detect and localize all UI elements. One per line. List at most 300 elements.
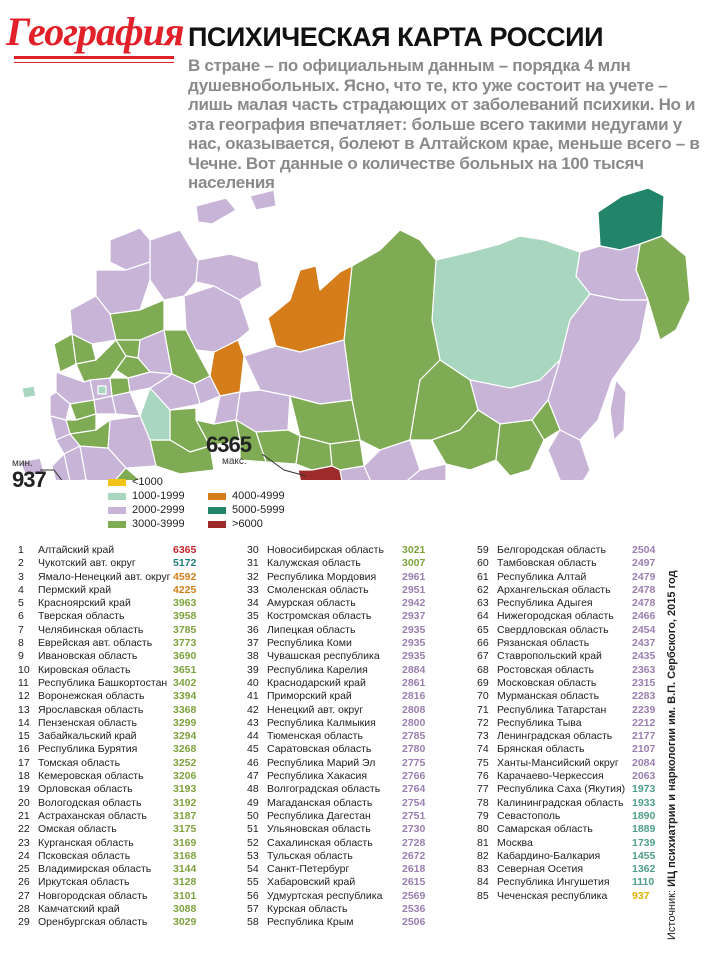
patients-value: 3963 <box>173 597 197 610</box>
patients-value: 4225 <box>173 583 197 596</box>
region-name: Республика Марий Эл <box>267 756 376 769</box>
legend-label: <1000 <box>132 476 163 488</box>
region-name: Волгоградская область <box>267 783 381 796</box>
table-row <box>18 850 218 863</box>
table-row <box>477 890 677 903</box>
rank-number: 33 <box>247 583 259 596</box>
rank-number: 13 <box>18 703 30 716</box>
region-name: Астраханская область <box>38 809 147 822</box>
table-row <box>18 584 218 597</box>
table-row <box>18 544 218 557</box>
patients-value: 2808 <box>402 703 426 716</box>
logo: География <box>6 9 184 54</box>
rank-number: 70 <box>477 690 489 703</box>
table-row <box>247 624 447 637</box>
rank-number: 26 <box>18 876 30 889</box>
region-name: Орловская область <box>38 783 133 796</box>
patients-value: 2363 <box>632 663 656 676</box>
table-row <box>247 610 447 623</box>
rank-number: 4 <box>18 583 24 596</box>
table-row <box>477 664 677 677</box>
rank-number: 75 <box>477 756 489 769</box>
table-row <box>247 690 447 703</box>
region-name: Свердловская область <box>497 623 609 636</box>
rank-number: 8 <box>18 637 24 650</box>
table-row <box>18 783 218 796</box>
rank-number: 37 <box>247 637 259 650</box>
table-row <box>18 876 218 889</box>
table-row <box>477 823 677 836</box>
table-row <box>247 876 447 889</box>
region-name: Томская область <box>38 756 121 769</box>
legend-label: 3000-3999 <box>132 518 185 530</box>
region-name: Костромская область <box>267 610 372 623</box>
rank-number: 56 <box>247 889 259 902</box>
rank-number: 49 <box>247 796 259 809</box>
patients-value: 937 <box>632 889 650 902</box>
rank-number: 59 <box>477 544 489 556</box>
legend-item <box>108 518 185 530</box>
rank-number: 3 <box>18 570 24 583</box>
patients-value: 2497 <box>632 557 656 570</box>
patients-value: 4592 <box>173 570 197 583</box>
rank-number: 73 <box>477 730 489 743</box>
legend-item <box>108 504 185 516</box>
table-row <box>477 650 677 663</box>
rank-number: 52 <box>247 836 259 849</box>
min-label: мин. <box>12 458 33 469</box>
patients-value: 3088 <box>173 903 197 916</box>
region-yamal <box>268 266 352 352</box>
rank-number: 28 <box>18 903 30 916</box>
table-row <box>247 704 447 717</box>
patients-value: 2935 <box>402 650 426 663</box>
patients-value: 2618 <box>402 863 426 876</box>
region-name: Республика Алтай <box>497 570 587 583</box>
region-name: Республика Саха (Якутия) <box>497 783 626 796</box>
source-note <box>666 570 678 940</box>
table-row <box>18 890 218 903</box>
rank-number: 54 <box>247 863 259 876</box>
legend-swatch <box>108 521 126 528</box>
region-name: Еврейская авт. область <box>38 637 153 650</box>
rank-number: 10 <box>18 663 30 676</box>
patients-value: 3268 <box>173 743 197 756</box>
table-row <box>247 664 447 677</box>
region-pskov <box>54 334 76 372</box>
rank-number: 41 <box>247 690 259 703</box>
rank-number: 19 <box>18 783 30 796</box>
legend-label: >6000 <box>232 518 263 530</box>
patients-value: 2951 <box>402 583 426 596</box>
patients-value: 1362 <box>632 863 656 876</box>
region-name: Республика Мордовия <box>267 570 377 583</box>
table-row <box>477 797 677 810</box>
rank-number: 71 <box>477 703 489 716</box>
region-name: Чукотский авт. округ <box>38 557 136 570</box>
table-row <box>18 624 218 637</box>
region-name: Тамбовская область <box>497 557 597 570</box>
table-row <box>18 823 218 836</box>
region-name: Смоленская область <box>267 583 369 596</box>
table-row <box>247 810 447 823</box>
rank-number: 45 <box>247 743 259 756</box>
patients-value: 2212 <box>632 716 656 729</box>
legend-label: 4000-4999 <box>232 490 285 502</box>
patients-value: 3021 <box>402 544 426 556</box>
table-row <box>477 690 677 703</box>
region-arkhangelsk <box>150 230 198 300</box>
patients-value: 2861 <box>402 676 426 689</box>
region-name: Чувашская республика <box>267 650 380 663</box>
patients-value: 6365 <box>173 544 197 556</box>
rank-number: 46 <box>247 756 259 769</box>
region-name: Кабардино-Балкария <box>497 849 601 862</box>
rank-number: 44 <box>247 730 259 743</box>
patients-value: 2672 <box>402 849 426 862</box>
region-name: Брянская область <box>497 743 585 756</box>
legend-swatch <box>208 521 226 528</box>
rank-number: 9 <box>18 650 24 663</box>
rank-number: 5 <box>18 597 24 610</box>
rank-number: 7 <box>18 623 24 636</box>
table-row <box>247 544 447 557</box>
ranking-col-3 <box>477 544 677 903</box>
patients-value: 3958 <box>173 610 197 623</box>
patients-value: 2107 <box>632 743 656 756</box>
region-name: Краснодарский край <box>267 676 366 689</box>
patients-value: 1739 <box>632 836 656 849</box>
patients-value: 2615 <box>402 876 426 889</box>
region-name: Забайкальский край <box>38 730 137 743</box>
rank-number: 34 <box>247 597 259 610</box>
region-name: Псковская область <box>38 849 131 862</box>
patients-value: 2084 <box>632 756 656 769</box>
table-row <box>477 571 677 584</box>
table-row <box>18 677 218 690</box>
patients-value: 3402 <box>173 676 197 689</box>
region-name: Республика Адыгея <box>497 597 593 610</box>
region-name: Удмуртская республика <box>267 889 383 902</box>
lead-paragraph: В стране – по официальным данным – порядка 4 млн душевнобольных. Ясно, что те, кто уже состоит на учете – лишь малая часть страдающих от заболеваний психики. Но и эта география впечатляет: больше всего такими недугами у нас, оказывается, болеют в Алтайском крае, меньше всего – в Чечне. Вот данные о количестве больных на 100 тысяч населения <box>188 56 700 192</box>
region-name: Республика Дагестан <box>267 809 371 822</box>
rank-number: 16 <box>18 743 30 756</box>
rank-number: 47 <box>247 770 259 783</box>
legend-item <box>108 490 185 502</box>
patients-value: 2816 <box>402 690 426 703</box>
region-ryazan <box>112 392 140 416</box>
min-callout <box>12 458 46 491</box>
patients-value: 1110 <box>632 876 655 889</box>
rank-number: 12 <box>18 690 30 703</box>
region-name: Республика Хакасия <box>267 770 368 783</box>
table-row <box>18 704 218 717</box>
region-name: Московская область <box>497 676 597 689</box>
rank-number: 77 <box>477 783 489 796</box>
logo-rule-thin <box>14 62 174 63</box>
table-row <box>477 770 677 783</box>
table-row <box>18 903 218 916</box>
region-name: Республика Ингушетия <box>497 876 610 889</box>
rank-number: 40 <box>247 676 259 689</box>
rank-number: 11 <box>18 676 29 689</box>
patients-value: 3007 <box>402 557 426 570</box>
table-row <box>18 571 218 584</box>
table-row <box>247 597 447 610</box>
patients-value: 2764 <box>402 783 426 796</box>
region-name: Алтайский край <box>38 544 115 556</box>
table-row <box>247 650 447 663</box>
patients-value: 1973 <box>632 783 656 796</box>
table-row <box>477 717 677 730</box>
region-sakhalin <box>610 380 626 440</box>
table-row <box>18 650 218 663</box>
patients-value: 2466 <box>632 610 656 623</box>
rank-number: 2 <box>18 557 24 570</box>
patients-value: 3168 <box>173 849 197 862</box>
patients-value: 2239 <box>632 703 656 716</box>
region-name: Омская область <box>38 823 117 836</box>
patients-value: 2780 <box>402 743 426 756</box>
patients-value: 2435 <box>632 650 656 663</box>
region-name: Кемеровская область <box>38 770 144 783</box>
region-name: Челябинская область <box>38 623 144 636</box>
region-altai-krai <box>298 466 344 480</box>
table-row <box>247 823 447 836</box>
region-name: Ставропольский край <box>497 650 602 663</box>
region-name: Республика Тыва <box>497 716 582 729</box>
table-row <box>477 610 677 623</box>
table-row <box>18 770 218 783</box>
legend-swatch <box>108 479 126 486</box>
table-row <box>247 637 447 650</box>
table-row <box>247 916 447 929</box>
patients-value: 3368 <box>173 703 197 716</box>
rank-number: 29 <box>18 916 30 929</box>
table-row <box>247 837 447 850</box>
region-name: Республика Башкортостан <box>38 676 168 689</box>
region-name: Санкт-Петербург <box>267 863 350 876</box>
region-moscow-city <box>98 386 106 394</box>
region-name: Республика Калмыкия <box>267 716 376 729</box>
table-row <box>18 597 218 610</box>
patients-value: 2935 <box>402 637 426 650</box>
patients-value: 5172 <box>173 557 197 570</box>
rank-number: 63 <box>477 597 489 610</box>
table-row <box>247 557 447 570</box>
region-name: Ханты-Мансийский округ <box>497 756 619 769</box>
region-name: Мурманская область <box>497 690 600 703</box>
region-name: Саратовская область <box>267 743 372 756</box>
rank-number: 80 <box>477 823 489 836</box>
patients-value: 2504 <box>632 544 656 556</box>
table-row <box>18 916 218 929</box>
region-name: Республика Карелия <box>267 663 368 676</box>
rank-number: 30 <box>247 544 259 556</box>
rank-number: 35 <box>247 610 259 623</box>
patients-value: 2730 <box>402 823 426 836</box>
patients-value: 1933 <box>632 796 656 809</box>
table-row <box>247 757 447 770</box>
region-name: Красноярский край <box>38 597 131 610</box>
min-value: 937 <box>12 467 46 492</box>
rank-number: 14 <box>18 716 30 729</box>
table-row <box>247 797 447 810</box>
region-name: Кировская область <box>38 663 131 676</box>
region-kemerovo <box>330 440 364 470</box>
patients-value: 2479 <box>632 570 656 583</box>
table-row <box>247 863 447 876</box>
region-name: Владимирская область <box>38 863 152 876</box>
table-row <box>18 757 218 770</box>
table-row <box>477 783 677 796</box>
patients-value: 2454 <box>632 623 656 636</box>
logo-rule <box>14 56 174 59</box>
table-row <box>247 850 447 863</box>
rank-number: 68 <box>477 663 489 676</box>
patients-value: 3101 <box>173 889 197 902</box>
region-name: Республика Бурятия <box>38 743 138 756</box>
region-name: Иркутская область <box>38 876 130 889</box>
patients-value: 2961 <box>402 570 426 583</box>
patients-value: 3299 <box>173 716 197 729</box>
patients-value: 2728 <box>402 836 426 849</box>
rank-number: 58 <box>247 916 259 929</box>
region-name: Республика Коми <box>267 637 352 650</box>
patients-value: 2766 <box>402 770 426 783</box>
region-name: Республика Крым <box>267 916 354 929</box>
region-name: Амурская область <box>267 597 356 610</box>
table-row <box>247 730 447 743</box>
patients-value: 2937 <box>402 610 426 623</box>
table-row <box>477 837 677 850</box>
region-name: Курганская область <box>38 836 134 849</box>
region-name: Сахалинская область <box>267 836 373 849</box>
patients-value: 3192 <box>173 796 197 809</box>
patients-value: 2775 <box>402 756 426 769</box>
region-name: Хабаровский край <box>267 876 356 889</box>
patients-value: 2800 <box>402 716 426 729</box>
rank-number: 48 <box>247 783 259 796</box>
patients-value: 2437 <box>632 637 656 650</box>
rank-number: 55 <box>247 876 259 889</box>
region-name: Чеченская республика <box>497 889 608 902</box>
region-kamchatka <box>636 236 690 340</box>
rank-number: 76 <box>477 770 489 783</box>
patients-value: 3394 <box>173 690 197 703</box>
table-row <box>247 783 447 796</box>
max-callout <box>206 434 251 467</box>
table-row <box>18 717 218 730</box>
rank-number: 83 <box>477 863 489 876</box>
table-row <box>18 837 218 850</box>
rank-number: 36 <box>247 623 259 636</box>
rank-number: 31 <box>247 557 259 570</box>
rank-number: 17 <box>18 756 30 769</box>
patients-value: 3175 <box>173 823 197 836</box>
patients-value: 3128 <box>173 876 197 889</box>
region-zabaikal <box>496 420 544 476</box>
max-label: макс. <box>222 456 247 467</box>
region-name: Тюменская область <box>267 730 363 743</box>
rank-number: 66 <box>477 637 489 650</box>
table-row <box>247 717 447 730</box>
table-row <box>477 597 677 610</box>
rank-number: 39 <box>247 663 259 676</box>
rank-number: 82 <box>477 849 489 862</box>
rank-number: 65 <box>477 623 489 636</box>
rank-number: 27 <box>18 889 30 902</box>
table-row <box>247 890 447 903</box>
region-name: Ивановская область <box>38 650 138 663</box>
rank-number: 25 <box>18 863 30 876</box>
legend-label: 5000-5999 <box>232 504 285 516</box>
rank-number: 53 <box>247 849 259 862</box>
table-row <box>477 677 677 690</box>
table-row <box>247 903 447 916</box>
patients-value: 1455 <box>632 849 656 862</box>
region-name: Ростовская область <box>497 663 595 676</box>
table-row <box>18 863 218 876</box>
patients-value: 3690 <box>173 650 197 663</box>
table-row <box>247 677 447 690</box>
rank-number: 62 <box>477 583 489 596</box>
patients-value: 3144 <box>173 863 197 876</box>
table-row <box>18 797 218 810</box>
region-name: Новгородская область <box>38 889 148 902</box>
region-name: Нижегородская область <box>497 610 614 623</box>
region-name: Калининградская область <box>497 796 624 809</box>
region-name: Северная Осетия <box>497 863 584 876</box>
rank-number: 84 <box>477 876 489 889</box>
table-row <box>247 584 447 597</box>
patients-value: 2478 <box>632 597 656 610</box>
patients-value: 2942 <box>402 597 426 610</box>
patients-value: 2063 <box>632 770 656 783</box>
table-row <box>477 850 677 863</box>
table-row <box>477 757 677 770</box>
table-row <box>477 876 677 889</box>
rank-number: 61 <box>477 570 489 583</box>
table-row <box>477 624 677 637</box>
region-name: Калужская область <box>267 557 361 570</box>
region-name: Новосибирская область <box>267 544 384 556</box>
table-row <box>18 810 218 823</box>
patients-value: 1890 <box>632 809 656 822</box>
rank-number: 60 <box>477 557 489 570</box>
rank-number: 1 <box>18 544 24 556</box>
table-row <box>18 730 218 743</box>
legend-item <box>208 490 285 502</box>
region-primorye <box>548 430 590 480</box>
rank-number: 74 <box>477 743 489 756</box>
rank-number: 72 <box>477 716 489 729</box>
region-name: Архангельская область <box>497 583 611 596</box>
patients-value: 3294 <box>173 730 197 743</box>
rank-number: 22 <box>18 823 30 836</box>
patients-value: 2935 <box>402 623 426 636</box>
table-row <box>477 584 677 597</box>
table-row <box>477 730 677 743</box>
rank-number: 38 <box>247 650 259 663</box>
rank-number: 18 <box>18 770 30 783</box>
patients-value: 2506 <box>402 916 426 929</box>
region-name: Ярославская область <box>38 703 144 716</box>
russia-map <box>0 180 720 480</box>
max-value: 6365 <box>206 432 251 457</box>
rank-number: 81 <box>477 836 489 849</box>
region-name: Липецкая область <box>267 623 356 636</box>
